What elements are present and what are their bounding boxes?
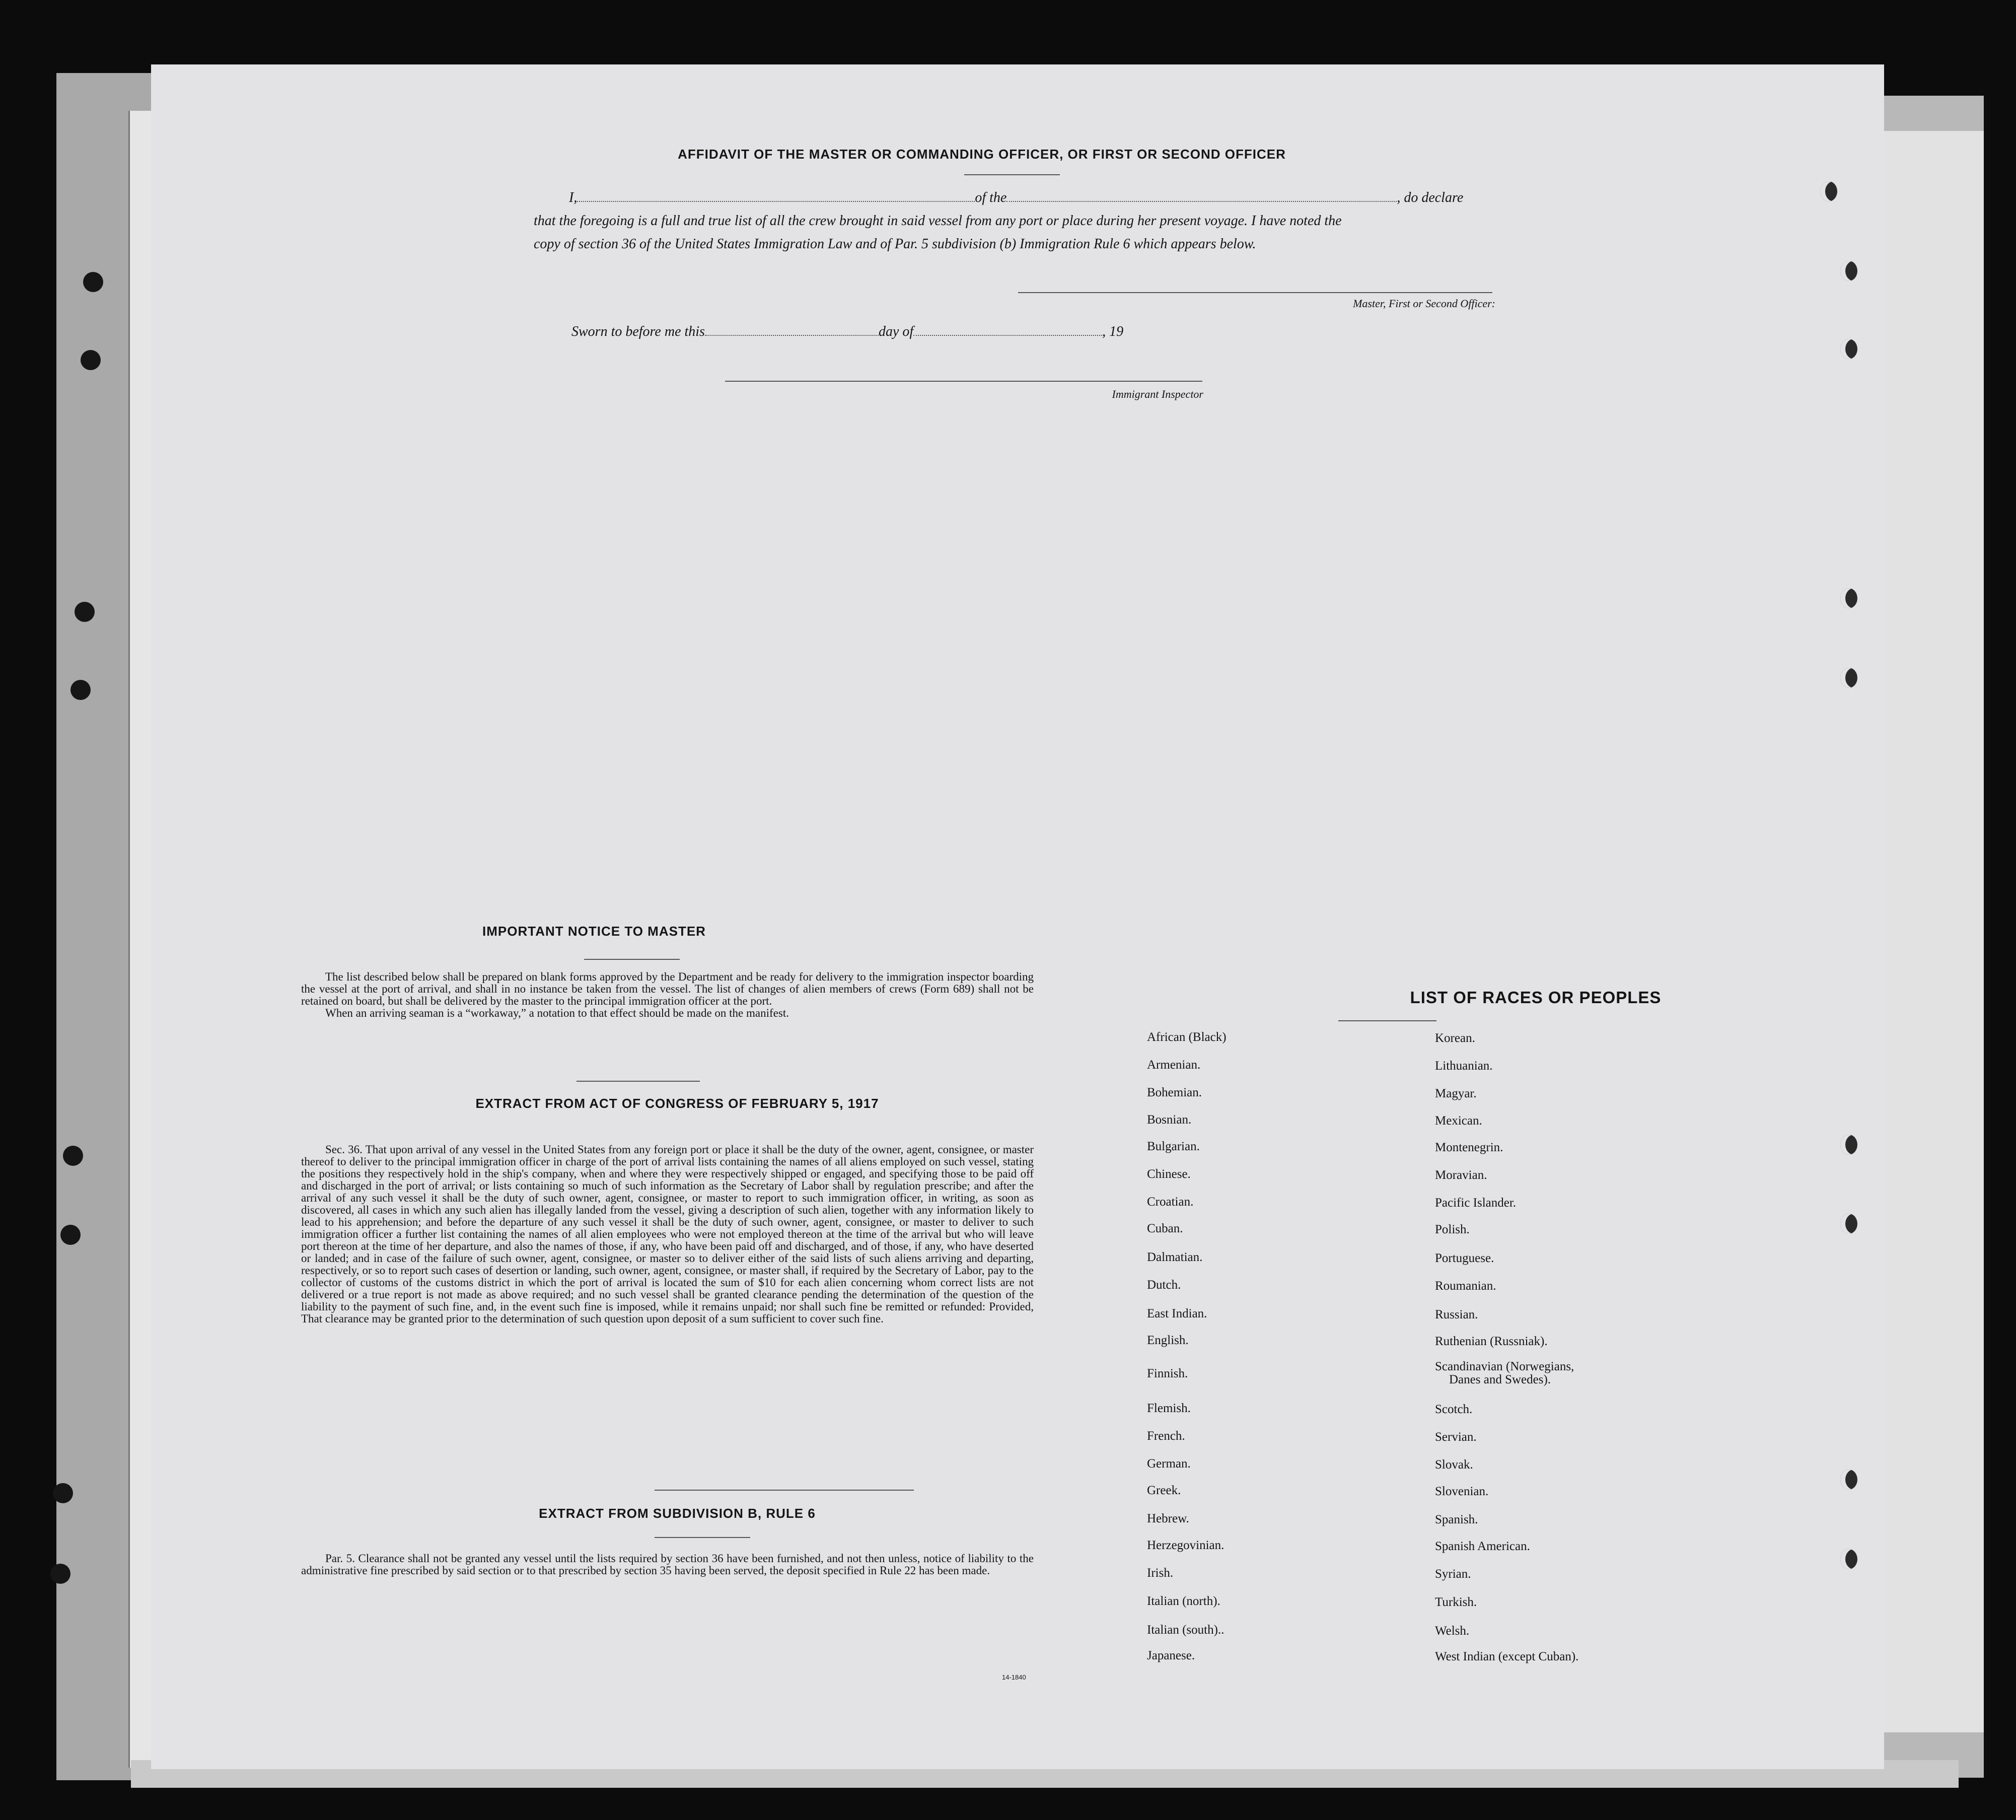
act-extract-body <box>301 1144 1034 1325</box>
binder-hole <box>50 1564 70 1584</box>
punch-hole <box>1840 1214 1857 1234</box>
race-left-item: African (Black) <box>1147 1030 1227 1044</box>
race-left-item: Croatian. <box>1147 1195 1194 1209</box>
races-list-title: LIST OF RACES OR PEOPLES <box>1410 988 1662 1007</box>
act-extract-heading: EXTRACT FROM ACT OF CONGRESS OF FEBRUARY 5, 1917 <box>475 1096 879 1111</box>
race-left-item: Dutch. <box>1147 1278 1181 1292</box>
race-left-item: German. <box>1147 1457 1191 1471</box>
race-right-item: Roumanian. <box>1435 1279 1496 1293</box>
rule-extract-heading: EXTRACT FROM SUBDIVISION B, RULE 6 <box>539 1506 816 1521</box>
race-left-item: Dalmatian. <box>1147 1250 1203 1264</box>
race-right-item: Spanish American. <box>1435 1539 1530 1553</box>
race-left-item: Hebrew. <box>1147 1512 1189 1525</box>
race-right-item: Slovak. <box>1435 1458 1473 1472</box>
master-signature-line[interactable] <box>1018 292 1492 293</box>
punch-hole <box>1820 181 1837 201</box>
race-right-item: Turkish. <box>1435 1595 1477 1609</box>
race-left-item: English. <box>1147 1334 1189 1347</box>
vessel-name-field[interactable] <box>1006 189 1397 202</box>
race-left-item: Bohemian. <box>1147 1086 1202 1099</box>
notice-heading: IMPORTANT NOTICE TO MASTER <box>482 924 706 939</box>
binder-hole <box>53 1483 73 1503</box>
race-right-item: Russian. <box>1435 1308 1478 1321</box>
declaration-of-the-label: of the <box>975 190 1007 205</box>
race-left-item: French. <box>1147 1429 1185 1443</box>
rule-extract-body <box>301 1553 1034 1577</box>
notice-paragraph-1: The list described below shall be prepared on blank forms approved by the Department and be ready for delivery to the immigration inspector boarding the vessel at the port of arrival, and shall in no instance be taken from the vessel. The list of changes of alien members of crews (Form 689) shall not be retained on board, but shall be delivered by the master to the principal immigration officer at the port. <box>301 970 1034 1007</box>
section-divider <box>577 1081 700 1082</box>
race-right-item: Scotch. <box>1435 1403 1473 1416</box>
punch-hole <box>1840 668 1857 688</box>
notice-body <box>301 971 1034 1019</box>
sworn-day-of-label: day of <box>878 324 914 339</box>
declaration-line-3: copy of section 36 of the United States Immigration Law and of Par. 5 subdivision (b) Immigration Rule 6 which appears below. <box>534 236 1256 252</box>
race-left-item: Japanese. <box>1147 1649 1195 1662</box>
act-extract-section-36: Sec. 36. That upon arrival of any vessel in the United States from any foreign port or place it shall be the duty of the owner, agent, consignee, or master thereof to deliver to the principal immigration officer in charge of the port of arrival lists containing the names of all aliens employed on such vessel, stating the positions they respectively hold in the ship's company, when and where they were respectively shipped or engaged, and specifying those to be paid off and discharged in the port of arrival; or lists containing so much of such information as the Secretary of Labor shall by regulation prescribe; and after the arrival of any such vessel it shall be the duty of such owner, agent, consignee, or master to report to such immigration officer, in writing, as soon as discovered, all cases in which any such alien has illegally landed from the vessel, giving a description of such alien, together with any information likely to lead to his apprehension; and before the departure of any such vessel it shall be the duty of such owner, agent, consignee, or master to deliver to such immigration officer a further list containing the names of all alien employees who were not employed thereon at the time of the arrival but who will leave port thereon at the time of her departure, and also the names of those, if any, who have been paid off and discharged, and of those, if any, who have deserted or landed; and in case of the failure of such owner, agent, consignee, or master so to deliver either of the said lists of such aliens arriving and departing, respectively, or so to report such cases of desertion or landing, such owner, agent, consignee, or master shall, if required by the Secretary of Labor, pay to the collector of customs of the customs district in which the port of arrival is located the sum of $10 for each alien concerning whom correct lists are not delivered or a true report is not made as above required; and no such vessel shall be granted clearance pending the determination of the question of the liability to the payment of such fine, and, in the event such fine is imposed, while it remains unpaid; nor shall such fine be remitted or refunded: Provided, That clearance may be granted prior to the determination of such question upon deposit of a sum sufficient to cover such fine. <box>301 1143 1034 1325</box>
race-right-item: Moravian. <box>1435 1168 1487 1182</box>
race-left-item: Greek. <box>1147 1484 1181 1497</box>
declaration-declare-label: , do declare <box>1397 190 1464 205</box>
binder-hole <box>83 272 103 292</box>
title-divider <box>964 174 1060 175</box>
race-right-item: Pacific Islander. <box>1435 1196 1517 1210</box>
race-right-item: Scandinavian (Norwegians, <box>1435 1360 1574 1373</box>
declaration-i-label: I, <box>569 190 578 205</box>
race-left-item: Finnish. <box>1147 1367 1188 1380</box>
inspector-signature-line[interactable] <box>725 381 1202 382</box>
sworn-year-label: , 19 <box>1102 324 1124 339</box>
binder-hole <box>81 350 101 370</box>
race-right-item: Mexican. <box>1435 1114 1482 1128</box>
rule-extract-paragraph: Par. 5. Clearance shall not be granted any vessel until the lists required by section 36 have been furnished, and not then unless, notice of liability to the administrative fine prescribed by said section or to that prescribed by section 35 having been served, the deposit specified in Rule 22 has been made. <box>301 1552 1034 1577</box>
declaration-line-2: that the foregoing is a full and true list of all the crew brought in said vessel from any port or place during her present voyage. I have noted the <box>534 213 1342 229</box>
binder-hole <box>60 1225 81 1245</box>
binder-hole <box>75 602 95 622</box>
sworn-day-field[interactable] <box>705 323 879 336</box>
race-left-item: Italian (north). <box>1147 1594 1220 1608</box>
race-right-item: Slovenian. <box>1435 1485 1489 1498</box>
notice-divider <box>584 959 680 960</box>
binder-hole <box>70 680 91 700</box>
race-right-item: Montenegrin. <box>1435 1141 1503 1154</box>
race-left-item: Herzegovinian. <box>1147 1538 1225 1552</box>
race-right-item: Welsh. <box>1435 1624 1470 1638</box>
race-right-item: Lithuanian. <box>1435 1059 1493 1073</box>
race-right-item: Syrian. <box>1435 1567 1471 1581</box>
punch-hole <box>1840 261 1857 281</box>
race-right-item: Servian. <box>1435 1430 1477 1444</box>
form-number: 14-1840 <box>1002 1673 1026 1681</box>
punch-hole <box>1840 339 1857 359</box>
inspector-signature-caption: Immigrant Inspector <box>1112 388 1203 400</box>
punch-hole <box>1840 588 1857 608</box>
sworn-prefix: Sworn to before me this <box>571 324 705 339</box>
race-right-item: Polish. <box>1435 1223 1470 1236</box>
master-signature-caption: Master, First or Second Officer: <box>1353 297 1495 310</box>
race-left-item: Armenian. <box>1147 1058 1201 1072</box>
form-sheet <box>151 64 1884 1769</box>
section-divider <box>655 1490 914 1491</box>
race-left-item: Italian (south).. <box>1147 1623 1225 1637</box>
race-left-item: Cuban. <box>1147 1222 1183 1235</box>
sworn-line <box>571 320 1679 343</box>
race-left-item: Bulgarian. <box>1147 1140 1200 1153</box>
race-right-item: Ruthenian (Russniak). <box>1435 1335 1548 1348</box>
punch-hole <box>1840 1549 1857 1569</box>
race-right-item: Danes and Swedes). <box>1449 1373 1551 1386</box>
race-right-item: Magyar. <box>1435 1087 1477 1100</box>
punch-hole <box>1840 1135 1857 1155</box>
punch-hole <box>1840 1469 1857 1490</box>
rule-extract-divider <box>655 1537 750 1538</box>
race-left-item: Bosnian. <box>1147 1113 1192 1127</box>
race-right-item: West Indian (except Cuban). <box>1435 1650 1579 1663</box>
race-right-item: Spanish. <box>1435 1513 1478 1526</box>
binder-hole <box>63 1146 83 1166</box>
race-left-item: Irish. <box>1147 1566 1174 1580</box>
sworn-month-field[interactable] <box>913 323 1102 336</box>
master-name-field[interactable] <box>577 189 975 202</box>
race-left-item: Chinese. <box>1147 1167 1191 1181</box>
races-title-divider <box>1338 1020 1436 1021</box>
race-right-item: Korean. <box>1435 1031 1475 1045</box>
affidavit-title: AFFIDAVIT OF THE MASTER OR COMMANDING OFFICER, OR FIRST OR SECOND OFFICER <box>678 147 1286 162</box>
race-right-item: Portuguese. <box>1435 1251 1494 1265</box>
race-left-item: Flemish. <box>1147 1402 1191 1415</box>
notice-paragraph-2: When an arriving seaman is a “workaway,” a notation to that effect should be made on the manifest. <box>325 1007 789 1019</box>
declaration-line-1 <box>534 186 1641 209</box>
race-left-item: East Indian. <box>1147 1307 1207 1320</box>
